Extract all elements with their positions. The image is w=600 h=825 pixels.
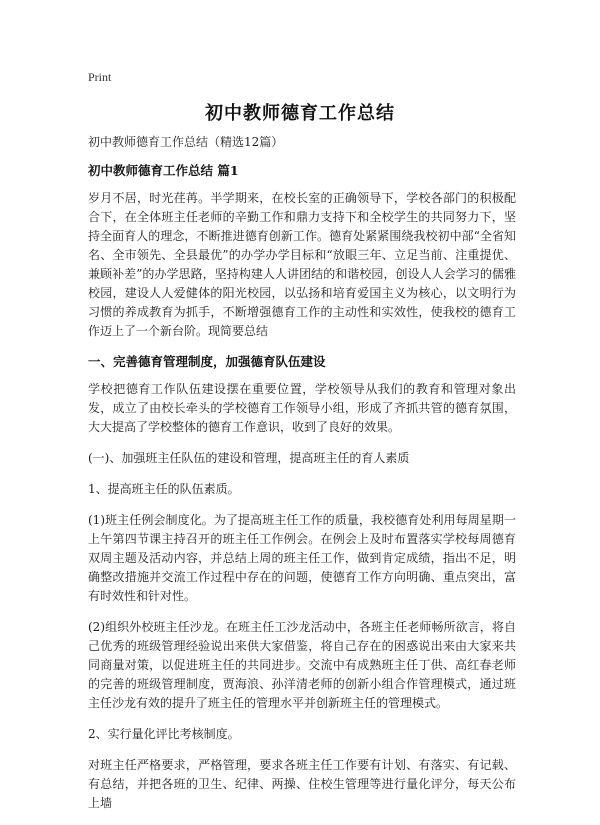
- heading-management: 一、完善德育管理制度，加强德育队伍建设: [88, 354, 326, 369]
- paragraph-salon: (2)组织外校班主任沙龙。在班主任工沙龙活动中，各班主任老师畅所欲言，将自己优秀的班级管理经验说出来供大家借鉴，将自己存在的困惑说出来由大家来共同商量对策，以促进班主任的共同进步。交流中有成熟班主任丁供、高红春老师的完善的班级管理制度，贾海浪、孙洋清老师的创新小组合作管理模式，通过班主任沙龙有效的提升了班主任的管理水平并创新班主任的管理模式。: [88, 620, 516, 710]
- section-title: 初中教师德育工作总结 篇1: [88, 163, 239, 178]
- paragraph-weekly-meeting: (1)班主任例会制度化。为了提高班主任工作的质量，我校德育处利用每周星期一上午第四节课主持召开的班主任工作例会。在例会上及时布置落实学校每周德育双周主题及活动内容，并总结上周的班主任工作，做到肯定成绩，指出不足，明确整改措施并交流工作过程中存在的问题，使德育工作方向明确、重点突出，富有时效性和针对性。: [88, 513, 516, 603]
- document-subtitle: 初中教师德育工作总结（精选12篇）: [88, 135, 284, 149]
- paragraph-evaluation: 对班主任严格要求，严格管理，要求各班主任工作要有计划、有落实、有记载、有总结，并把各班的卫生、纪律、两操、住校生管理等进行量化评分，每天公布上墙: [88, 758, 516, 810]
- subheading-class-teachers: (一)、加强班主任队伍的建设和管理，提高班主任的育人素质: [88, 451, 410, 465]
- intro-paragraph: 岁月不居，时光荏苒。半学期来，在校长室的正确领导下，学校各部门的积极配合下，在全体班主任老师的辛勤工作和鼎力支持下和全校学生的共同努力下，坚持全面育人的理念，不断推进德育创新工作。德育处紧紧围绕我校初中部“全省知名、全市领先、全县最优”的办学办学目标和“放眼三年、立足当前、注重提优、兼顾补差”的办学思路，坚持构建人人讲团结的和谐校园，创设人人会学习的儒雅校园，建设人人爱健体的阳光校园，以弘扬和培育爱国主义为核心，以文明行为习惯的养成教育为抓手，不断增强德育工作的主动性和实效性，使我校的德育工作迈上了一个新台阶。现简要总结: [88, 191, 516, 338]
- paragraph-team-building: 学校把德育工作队伍建设摆在重要位置，学校领导从我们的教育和管理对象出发，成立了由校长牵头的学校德育工作领导小组，形成了齐抓共管的德育氛围，大大提高了学校整体的德育工作意识，收到了良好的效果。: [88, 382, 516, 434]
- item-quality: 1、提高班主任的队伍素质。: [88, 482, 240, 496]
- page-title: 初中教师德育工作总结: [205, 103, 395, 124]
- item-evaluation: 2、实行量化评比考核制度。: [88, 727, 240, 741]
- print-label: Print: [88, 70, 112, 84]
- document-body: [88, 133, 516, 825]
